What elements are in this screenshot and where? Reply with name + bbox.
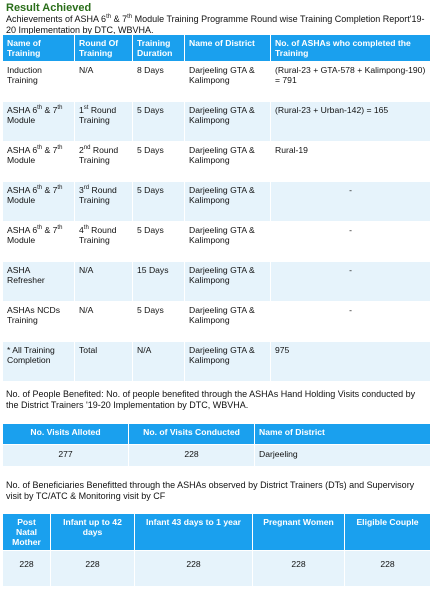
table-row <box>3 302 431 342</box>
table-row <box>3 62 431 102</box>
round-cell: 3rd Round Training <box>75 182 133 222</box>
infant-42-value: 228 <box>51 551 135 587</box>
duration-cell: 5 Days <box>133 182 185 222</box>
asha-count-cell: (Rural-23 + GTA-578 + Kalimpong-190) = 791 <box>271 62 431 102</box>
training-name-cell: ASHAs NCDs Training <box>3 302 75 342</box>
district-cell: Darjeeling GTA & Kalimpong <box>185 262 271 302</box>
round-cell: Total <box>75 342 133 382</box>
round-cell: N/A <box>75 262 133 302</box>
visits-table <box>2 423 431 467</box>
table-row <box>3 182 431 222</box>
duration-cell: N/A <box>133 342 185 382</box>
duration-cell: 5 Days <box>133 222 185 262</box>
eligible-couple-value: 228 <box>345 551 431 587</box>
asha-count-cell: - <box>271 222 431 262</box>
round-cell: 2nd Round Training <box>75 142 133 182</box>
training-name-cell: * All Training Completion <box>3 342 75 382</box>
col-duration: Training Duration <box>133 35 185 62</box>
training-name-cell: ASHA 6th & 7th Module <box>3 102 75 142</box>
infant-1yr-value: 228 <box>135 551 253 587</box>
table-row <box>3 102 431 142</box>
table-row <box>3 551 431 587</box>
report-subtitle: Achievements of ASHA 6th & 7th Module Training Programme Round wise Training Completion Report'19-20 Implementation by DTC, WBVHA. <box>6 14 425 35</box>
training-name-cell: ASHA 6th & 7th Module <box>3 142 75 182</box>
round-cell: N/A <box>75 62 133 102</box>
district-cell: Darjeeling GTA & Kalimpong <box>185 102 271 142</box>
round-cell: 1st Round Training <box>75 102 133 142</box>
col-visits-conducted: No. of Visits Conducted <box>129 424 255 445</box>
asha-count-cell: - <box>271 302 431 342</box>
district-cell: Darjeeling GTA & Kalimpong <box>185 142 271 182</box>
page-title: Result Achieved <box>6 2 92 14</box>
visits-table-header <box>3 424 431 445</box>
district-cell: Darjeeling GTA & Kalimpong <box>185 302 271 342</box>
beneficiaries-note: No. of Beneficiaries Benefitted through the ASHAs observed by District Trainers (DTs) and Supervisory visit by TC/ATC & Monitoring visit by CF <box>6 480 415 501</box>
asha-count-cell: 975 <box>271 342 431 382</box>
col-pregnant-women: Pregnant Women <box>253 514 345 551</box>
duration-cell: 15 Days <box>133 262 185 302</box>
asha-count-cell: (Rural-23 + Urban-142) = 165 <box>271 102 431 142</box>
round-cell: 4th Round Training <box>75 222 133 262</box>
col-visits-alloted: No. Visits Alloted <box>3 424 129 445</box>
asha-count-cell: Rural-19 <box>271 142 431 182</box>
col-infant-1yr: Infant 43 days to 1 year <box>135 514 253 551</box>
training-name-cell: ASHA 6th & 7th Module <box>3 222 75 262</box>
table-row <box>3 445 431 467</box>
col-post-natal-mother: Post Natal Mother <box>3 514 51 551</box>
district-cell: Darjeeling GTA & Kalimpong <box>185 182 271 222</box>
col-asha-count: No. of ASHAs who completed the Training <box>271 35 431 62</box>
training-name-cell: Induction Training <box>3 62 75 102</box>
people-benefited-note: No. of People Benefited: No. of people benefited through the ASHAs Hand Holding Visits conducted by the District Trainers '19-20 Implementation by DTC, WBVHA. <box>6 389 416 410</box>
district-cell: Darjeeling GTA & Kalimpong <box>185 62 271 102</box>
col-visit-district: Name of District <box>255 424 431 445</box>
visits-alloted-value: 277 <box>3 445 129 467</box>
asha-count-cell: - <box>271 182 431 222</box>
table-row <box>3 342 431 382</box>
training-table <box>2 34 431 382</box>
col-infant-42: Infant up to 42 days <box>51 514 135 551</box>
duration-cell: 5 Days <box>133 142 185 182</box>
post-natal-mother-value: 228 <box>3 551 51 587</box>
table-row <box>3 262 431 302</box>
pregnant-women-value: 228 <box>253 551 345 587</box>
duration-cell: 8 Days <box>133 62 185 102</box>
beneficiaries-table <box>2 513 431 587</box>
col-district: Name of District <box>185 35 271 62</box>
asha-count-cell: - <box>271 262 431 302</box>
district-cell: Darjeeling GTA & Kalimpong <box>185 342 271 382</box>
col-round: Round Of Training <box>75 35 133 62</box>
duration-cell: 5 Days <box>133 302 185 342</box>
beneficiaries-table-header <box>3 514 431 551</box>
training-name-cell: ASHA Refresher <box>3 262 75 302</box>
round-cell: N/A <box>75 302 133 342</box>
district-cell: Darjeeling GTA & Kalimpong <box>185 222 271 262</box>
visit-district-value: Darjeeling <box>255 445 431 467</box>
table-row <box>3 222 431 262</box>
col-name-of-training: Name of Training <box>3 35 75 62</box>
table-row <box>3 142 431 182</box>
visits-conducted-value: 228 <box>129 445 255 467</box>
training-name-cell: ASHA 6th & 7th Module <box>3 182 75 222</box>
col-eligible-couple: Eligible Couple <box>345 514 431 551</box>
duration-cell: 5 Days <box>133 102 185 142</box>
training-table-header <box>3 35 431 62</box>
